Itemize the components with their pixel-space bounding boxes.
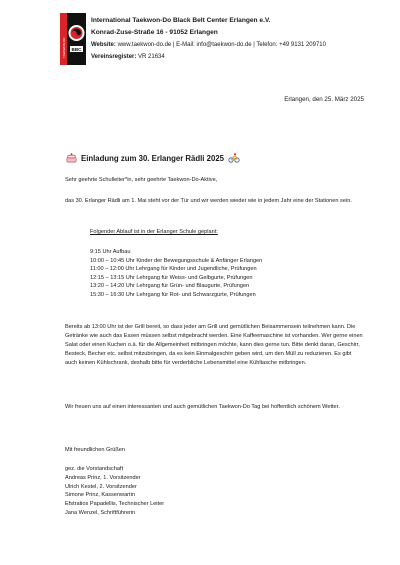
salutation: Sehr geehrte Schulleiter*in, sehr geehrte Taekwon-Do-Aktive, (65, 177, 218, 183)
registry-label: Vereinsregister: (91, 54, 137, 60)
schedule-heading: Folgender Ablauf ist in der Erlanger Schule geplant: (90, 229, 218, 235)
schedule-item: 12:15 – 13:15 Uhr Lehrgang für Weiss- und Gelbgurte, Prüfungen (90, 274, 253, 281)
letter-title-row (65, 152, 240, 164)
signature-line: Jana Wenzel, Schriftführerin (65, 509, 136, 516)
signature-line: Andreas Prinz, 1. Vorsitzender (65, 474, 141, 481)
schedule-item: 10:00 – 10:45 Uhr Kinder der Bewegungsschule & Anfänger Erlangen (90, 257, 263, 264)
letter-date: Erlangen, den 25. März 2025 (284, 96, 364, 103)
signature-block (65, 465, 164, 518)
body-paragraph: Bereits ab 13:00 Uhr ist der Grill bereit, so dass jeder am Grill und gemütlichen Beisammensein teilnehmen kann. Die Getränke wie auch das Essen müssen selbst mitgebracht werden. Eine Kaffeemaschine ist vorhanden. Wer gerne einen Salat oder einen Kuchen o.ä. für die Allgemeinheit mitbringen möchte, kann dies gerne tun. Bitte denkt daran, Geschirr, Besteck, Becher etc. selbst mitzubringen, da es kein Einmalgeschirr geben wird, um den Müll zu reduzieren. Es gibt auch keinen Kühlschrank, deshalb bitte für verderbliche Lebensmittel eine Kühltasche mitbringen. (65, 324, 363, 366)
schedule-item: 9:15 Uhr Aufbau (90, 249, 131, 255)
registry-line (91, 51, 396, 63)
contact-line (91, 39, 396, 51)
signature-line: Simone Prinz, Kassenwartin (65, 492, 135, 499)
greeting: Mit freundlichen Grüßen (65, 447, 126, 453)
schedule-item: 15:30 – 16:30 Uhr Lehrgang für Rot- und Schwarzgurte, Prüfungen (90, 291, 256, 298)
org-address: Konrad-Zuse-Straße 16 - 91052 Erlangen (91, 29, 218, 36)
signature-line: Ulrich Kestel, 2. Vorsitzender (65, 483, 137, 490)
svg-text:TAEKWON-DO: TAEKWON-DO (61, 37, 66, 58)
cake-icon (65, 152, 77, 164)
schedule-item: 11:00 – 12:00 Uhr Lehrgang für Kinder und Jugendliche, Prüfungen (90, 266, 257, 272)
club-logo (60, 13, 86, 65)
signature-line: gez. die Vorstandschaft (65, 466, 124, 472)
contact-value[interactable]: www.taekwon-do.de | E-Mail: info@taekwon-do.de | Telefon: +49 9131 209710 (115, 42, 326, 48)
bicycle-icon (228, 152, 240, 164)
schedule-item: 13:20 – 14:20 Uhr Lehrgang für Grün- und Blaugurte, Prüfungen (90, 283, 250, 289)
signature-line: Efstratios Papadellis, Technischer Leiter (65, 501, 165, 508)
svg-text:BBC: BBC (71, 46, 82, 52)
closing-paragraph: Wir freuen uns auf einen interessanten und auch gemütlichen Taekwon-Do Tag bei hoffentlich schönem Wetter. (65, 404, 340, 410)
contact-label: Website: (91, 42, 116, 48)
schedule-list (90, 248, 262, 299)
letterhead (91, 15, 396, 63)
registry-value: VR 21634 (136, 54, 165, 60)
org-name: International Taekwon-Do Black Belt Center Erlangen e.V. (91, 17, 271, 24)
letter-title: Einladung zum 30. Erlanger Rädli 2025 (81, 153, 224, 163)
intro-paragraph: das 30. Erlanger Rädli am 1. Mai steht vor der Tür und wir werden wieder wie in jedem Jahr eine der Stationen sein. (65, 198, 352, 204)
